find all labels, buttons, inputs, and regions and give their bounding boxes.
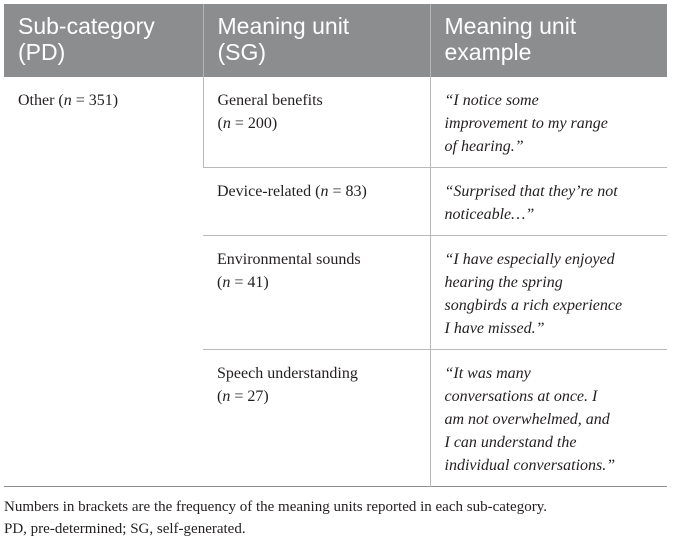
table-body — [4, 77, 667, 487]
footnote-line-2: PD, pre-determined; SG, self-generated. — [4, 521, 246, 537]
header-meaning-unit-line-1: Meaning unit — [217, 13, 350, 39]
meaning-unit-cell — [203, 77, 430, 168]
cell-line: songbirds a rich experience — [444, 297, 623, 314]
header-subcategory-line-1: Sub-category — [18, 13, 155, 39]
cell-line: Device-related (n = 83) — [217, 183, 367, 200]
cell-line: (n = 41) — [217, 274, 269, 291]
cell-line: I have missed.” — [444, 320, 545, 337]
cell-line: (n = 27) — [217, 388, 269, 405]
cell-line: General benefits — [217, 92, 323, 109]
header-example-line-2: example — [444, 39, 532, 65]
header-row — [4, 4, 667, 77]
example-quote-cell — [430, 77, 667, 168]
results-table — [4, 4, 667, 487]
cell-line: (n = 200) — [217, 115, 278, 132]
cell-line: “I have especially enjoyed — [444, 251, 615, 268]
cell-line: I can understand the — [444, 434, 577, 451]
cell-line: “I notice some — [444, 92, 539, 109]
meaning-unit-cell — [203, 236, 430, 350]
cell-line: improvement to my range — [444, 115, 608, 132]
header-meaning-unit — [203, 4, 430, 77]
subcategory-n-value: = 351) — [71, 92, 119, 109]
subcategory-label: Other ( — [18, 92, 64, 109]
cell-line: of hearing.” — [444, 138, 524, 155]
table-header — [4, 4, 667, 77]
example-quote-cell — [430, 236, 667, 350]
footnote-line-1: Numbers in brackets are the frequency of the meaning units reported in each sub-category. — [4, 499, 547, 515]
cell-line: “It was many — [444, 365, 531, 382]
results-table-container — [4, 4, 667, 487]
cell-line: Environmental sounds — [217, 251, 361, 268]
header-subcategory-line-2: (PD) — [18, 39, 66, 65]
example-quote-cell — [430, 350, 667, 487]
header-example-line-1: Meaning unit — [444, 13, 577, 39]
cell-line: Speech understanding — [217, 365, 358, 382]
subcategory-n-symbol: n — [63, 92, 72, 109]
header-meaning-unit-example — [430, 4, 667, 77]
header-meaning-unit-line-2: (SG) — [217, 39, 267, 65]
header-subcategory — [4, 4, 203, 77]
cell-line: noticeable…” — [444, 206, 535, 223]
cell-line: am not overwhelmed, and — [444, 411, 610, 428]
meaning-unit-cell — [203, 350, 430, 487]
subcategory-cell — [4, 77, 203, 487]
cell-line: “Surprised that they’re not — [444, 183, 618, 200]
table-row — [4, 77, 667, 168]
cell-line: conversations at once. I — [444, 388, 598, 405]
table-footnote — [4, 496, 669, 540]
meaning-unit-cell — [203, 168, 430, 236]
cell-line: hearing the spring — [444, 274, 563, 291]
cell-line: individual conversations.” — [444, 457, 616, 474]
example-quote-cell — [430, 168, 667, 236]
